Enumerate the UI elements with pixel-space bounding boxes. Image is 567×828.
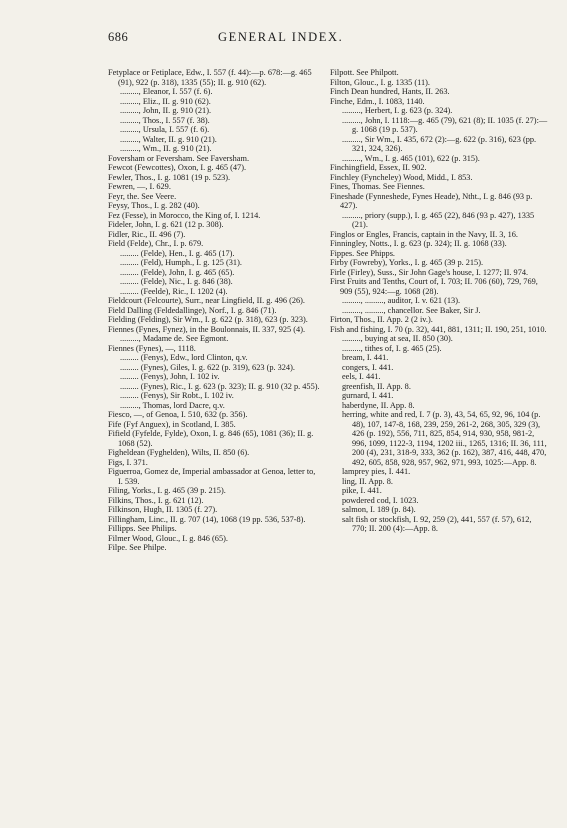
index-entry: ......... (Felde), John, I. g. 465 (65). [120, 267, 235, 277]
index-entry: Filton, Glouc., I. g. 1335 (11). [330, 77, 430, 87]
index-entry: ........., Eleanor, I. 557 (f. 6). [120, 87, 213, 96]
index-entry: Fines, Thomas. See Fiennes. [330, 182, 425, 191]
index-entry: ......... (Feelde), Ric., I. 1202 (4). [120, 286, 228, 296]
index-entry: Finchingfield, Essex, II. 902. [330, 163, 427, 172]
index-entry: greenfish, II. App. 8. [342, 381, 411, 391]
index-entry: Fewler, Thos., I. g. 1081 (19 p. 523). [108, 172, 231, 182]
index-entry: Filing, Yorks., I. g. 465 (39 p. 215). [108, 486, 226, 495]
index-entry: ........., Eliz., II. g. 910 (62). [120, 96, 211, 106]
index-entry: pike, I. 441. [342, 486, 382, 495]
index-entry: ........., John, II. g. 910 (21). [120, 106, 212, 115]
index-column-right [330, 68, 548, 534]
index-entry: haberdyne, II. App. 8. [342, 400, 415, 410]
index-entry: ........., Thomas, lord Dacre, q.v. [120, 400, 225, 410]
index-entry: Feysy, Thos., I. g. 282 (40). [108, 201, 200, 210]
index-entry: Fewcot (Fewcottes), Oxon, I. g. 465 (47). [108, 163, 247, 172]
index-entry: ........., priory (supp.), I. g. 465 (22), 846 (93 p. 427), 1335 (21). [342, 210, 535, 229]
index-entry: powdered cod, I. 1023. [342, 495, 419, 505]
index-entry: ........., Walter, II. g. 910 (21). [120, 134, 217, 144]
index-entry: ........., tithes of, I. g. 465 (25). [342, 343, 442, 353]
index-entry: Fideler, John, I. g. 621 (12 p. 308). [108, 220, 224, 229]
index-entry: Firle (Firley), Suss., Sir John Gage's house, I. 1277; II. 974. [330, 267, 529, 277]
index-entry: Finchley (Fyncheley) Wood, Midd., I. 853. [330, 172, 473, 182]
index-entry: Filmer Wood, Glouc., I. g. 846 (65). [108, 533, 228, 543]
index-entry: ........., Thos., I. 557 (f. 38). [120, 115, 210, 125]
index-entry: Filkins, Thos., I. g. 621 (12). [108, 495, 204, 505]
index-entry: salt fish or stockfish, I. 92, 259 (2), 441, 557 (f. 57), 612, 770; II. 200 (4):—App. 8. [342, 514, 532, 533]
index-entry: Firton, Thos., II. App. 2 (2 iv.). [330, 315, 433, 324]
index-entry: Fiesco, —, of Genoa, I. 510, 632 (p. 356). [108, 410, 248, 419]
index-entry: Fippes. See Phipps. [330, 248, 395, 258]
index-entry: Fielding (Felding), Sir Wm., I. g. 622 (p. 318), 623 (p. 323). [108, 315, 308, 324]
page-number: 686 [108, 30, 129, 44]
index-entry: Fillingham, Linc., II. g. 707 (14), 1068 (19 pp. 536, 537-8). [108, 514, 306, 524]
index-entry: Foversham or Feversham. See Faversham. [108, 153, 250, 163]
index-entry: ........., Madame de. See Egmont. [120, 334, 229, 343]
index-entry: Fife (Fyf Anguex), in Scotland, I. 385. [108, 419, 236, 429]
index-entry: First Fruits and Tenths, Court of, I. 703; II. 706 (60), 729, 769, 909 (55), 924:—g. 1068 (28). [330, 277, 538, 296]
index-entry: salmon, I. 189 (p. 84). [342, 505, 416, 514]
index-entry: ........., John, I. 1118:—g. 465 (79), 621 (8); II. 1035 (f. 27):—g. 1068 (19 p. 537). [342, 115, 548, 134]
index-entry: Fiennes (Fynes, Fynez), in the Boulonnais, II. 337, 925 (4). [108, 324, 306, 334]
index-entry: Filpott. See Philpott. [330, 68, 399, 77]
index-entry: Filpe. See Philpe. [108, 543, 167, 552]
index-entry: Fish and fishing, I. 70 (p. 32), 441, 881, 1311; II. 190, 251, 1010. [330, 324, 547, 334]
index-entry: ......... (Fynes), Giles, I. g. 622 (p. 319), 623 (p. 324). [120, 362, 295, 372]
index-entry: Fez (Fesse), in Morocco, the King of, I. 1214. [108, 210, 261, 220]
index-entry: ........., ........., chancellor. See Baker, Sir J. [342, 305, 481, 315]
index-entry: ......... (Fenys), John, I. 102 iv. [120, 372, 220, 381]
index-entry: Finglos or Engles, Francis, captain in the Navy, II. 3, 16. [330, 229, 518, 239]
index-entry: ......... (Fenys), Sir Robt., I. 102 iv. [120, 391, 234, 400]
index-entry: Fillipps. See Philips. [108, 524, 177, 533]
index-entry: Fidler, Ric., II. 496 (7). [108, 229, 186, 239]
page-title: GENERAL INDEX. [218, 30, 344, 44]
index-entry: Figuerroa, Gomez de, Imperial ambassador at Genoa, letter to, I. 539. [108, 467, 316, 486]
index-entry: Finningley, Notts., I. g. 623 (p. 324); II. g. 1068 (33). [330, 239, 507, 248]
index-entry: eels, I. 441. [342, 372, 381, 381]
index-entry: ........., Wm., II. g. 910 (21). [120, 144, 212, 153]
index-entry: ........., buying at sea, II. 850 (30). [342, 334, 453, 343]
index-entry: herring, white and red, I. 7 (p. 3), 43, 54, 65, 92, 96, 104 (p. 48), 107, 147-8, 168, 239, 259, 261-2, 268, 305, 329 (3), 426 (p. 192), 556, 711, 825, 854, 914, 930, 958, 981-2, 996, 1099, 1122-3, 1194, 1202 iii., 1265, 1316; II. 36, 111, 200 (4), 231, 318-9, 333, 362 (p. 162), 387, 416, 448, 470, 492, 605, 858, 928, 957, 962, 971, 993, 1025:—App. 8. [342, 410, 547, 467]
index-entry: ........., ........., auditor, I. v. 621 (13). [342, 296, 461, 305]
index-column-left [108, 68, 322, 553]
index-entry: Finche, Edm., I. 1083, 1140. [330, 96, 425, 106]
index-entry: Fifield (Fyfelde, Fylde), Oxon, I. g. 846 (65), 1081 (36); II. g. 1068 (52). [108, 429, 314, 448]
index-entry: bream, I. 441. [342, 353, 389, 362]
index-entry: lamprey pies, I. 441. [342, 467, 411, 476]
index-entry: Fieldcourt (Felcourte), Surr., near Lingfield, II. g. 496 (26). [108, 296, 305, 305]
index-entry: ........., Ursula, I. 557 (f. 6). [120, 125, 210, 134]
index-entry: Figheldean (Fyghelden), Wilts, II. 850 (6). [108, 448, 250, 457]
index-entry: ......... (Felde), Nic., I. g. 846 (38). [120, 277, 233, 286]
index-entry: ......... (Fynes), Ric., I. g. 623 (p. 323); II. g. 910 (32 p. 455). [120, 381, 320, 391]
index-entry: gurnard, I. 441. [342, 391, 394, 400]
index-entry: Fewren, —, I. 629. [108, 182, 171, 191]
index-entry: Fiennes (Fynes), —, 1118. [108, 343, 196, 353]
index-entry: ......... (Feld), Humph., I. g. 125 (31). [120, 258, 242, 267]
index-entry: Finch Dean hundred, Hants, II. 263. [330, 87, 450, 96]
index-entry: Filkinson, Hugh, II. 1305 (f. 27). [108, 505, 218, 514]
index-entry: ........., Wm., I. g. 465 (101), 622 (p. 315). [342, 153, 480, 163]
index-entry: ......... (Fenys), Edw., lord Clinton, q.v. [120, 353, 248, 362]
index-entry: ........., Herbert, I. g. 623 (p. 324). [342, 106, 453, 115]
index-entry: Feyr, the. See Veere. [108, 191, 177, 201]
index-entry: congers, I. 441. [342, 362, 394, 372]
index-entry: Field Dalling (Feldedallinge), Norf., I. g. 846 (71). [108, 305, 277, 315]
index-entry: Firby (Fowreby), Yorks., I. g. 465 (39 p. 215). [330, 258, 484, 267]
index-entry: ........., Sir Wm., I. 435, 672 (2):—g. 622 (p. 316), 623 (pp. 321, 324, 326). [342, 134, 537, 153]
index-entry: Fetyplace or Fetiplace, Edw., I. 557 (f. 44):—p. 678:—g. 465 (91), 922 (p. 318), 1335 (55); II. g. 910 (62). [108, 68, 312, 87]
running-header [0, 30, 567, 46]
index-entry: Field (Felde), Chr., I. p. 679. [108, 239, 204, 248]
index-entry: ling, II. App. 8. [342, 476, 393, 486]
index-entry: Fineshade (Fynneshede, Fynes Heade), Ntht., I. g. 846 (93 p. 427). [330, 191, 533, 210]
index-entry: Figs, I. 371. [108, 457, 148, 467]
index-entry: ......... (Felde), Hen., I. g. 465 (17). [120, 248, 235, 258]
